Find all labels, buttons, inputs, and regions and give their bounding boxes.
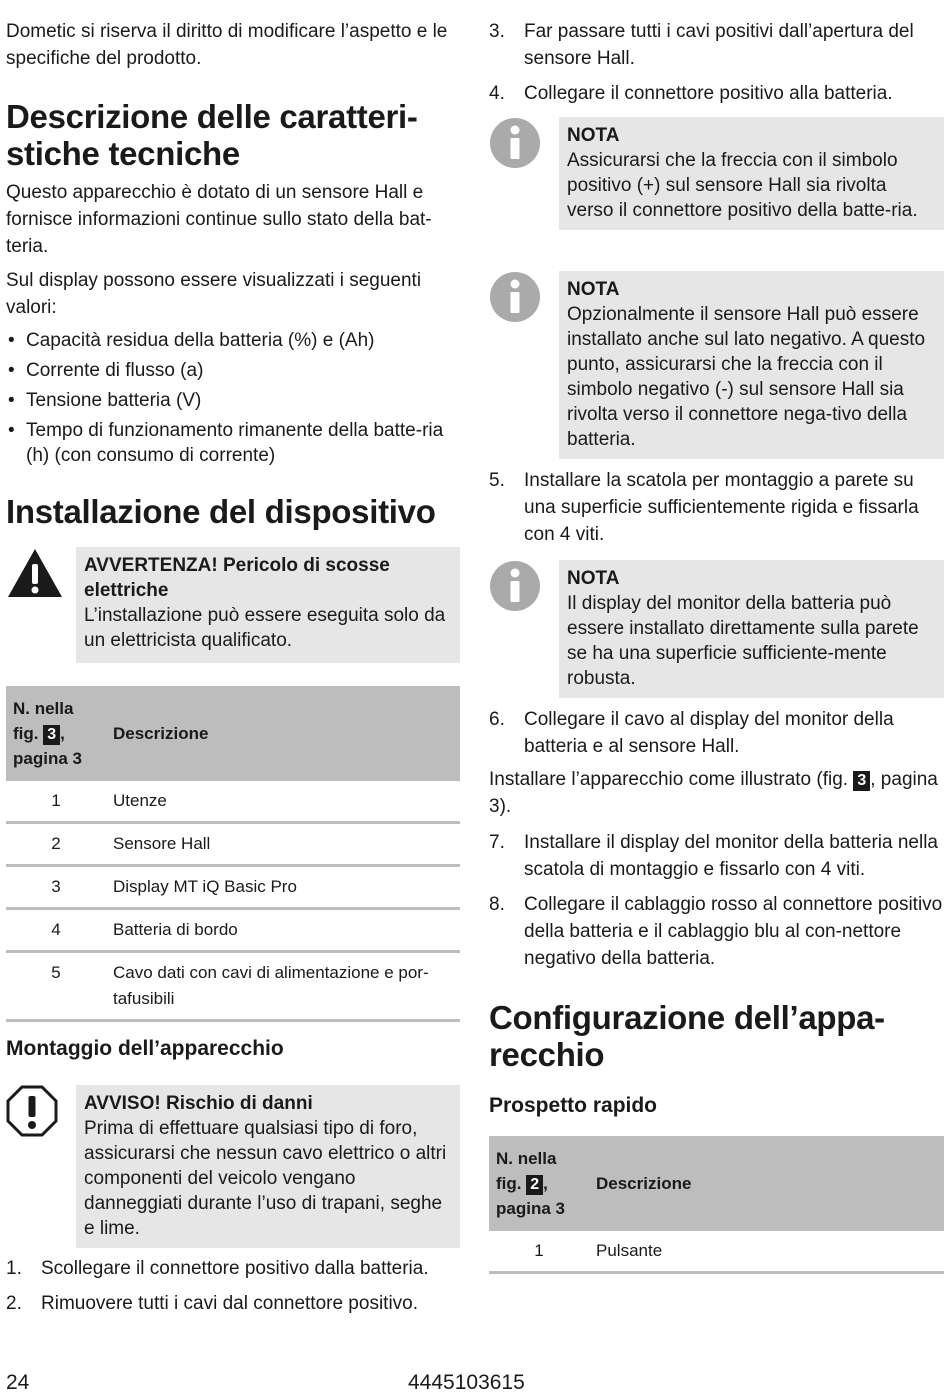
column-header-number: N. nella fig. 3 , pagina 3 [6,686,106,781]
table-row [489,1231,944,1273]
note-content [559,560,944,698]
list-item [489,80,945,107]
list-item [489,467,945,548]
row-number: 2 [6,823,106,866]
quick-overview-table [489,1136,944,1274]
row-number: 5 [6,952,106,1021]
quick-table-wrap [489,1136,944,1274]
table-row [6,952,460,1021]
step-text: Collegare il connettore positivo alla batteria. [524,83,893,104]
note-title: NOTA [567,279,620,300]
table-row [6,866,460,909]
note-box-1 [489,117,944,230]
note-text: Il display del monitor della batteria può essere installato direttamente sulla parete se ha una superficie sufficiente-mente robusta. [567,593,919,689]
description-paragraph: Questo apparecchio è dotato di un sensore Hall e fornisce informazioni continue sullo stato della bat-teria. [6,182,432,257]
step-text: Installare la scatola per montaggio a parete su una superficie sufficientemente rigida e fissarla con 4 viti. [524,470,919,545]
warning-triangle-icon [6,547,76,663]
install-text: Installare l’apparecchio come illustrato (fig. [489,769,849,790]
note-content [559,271,944,459]
list-item [489,891,945,972]
values-intro-paragraph: Sul display possono essere visualizzati i seguenti valori: [6,270,422,318]
row-number: 4 [6,909,106,952]
steps-list-step6 [489,706,945,760]
step-number: 1. [6,1258,22,1279]
list-item: • Capacità residua della batteria (%) e (Ah) [6,328,461,353]
warning-box [6,547,460,663]
figure-badge: 3 [853,771,870,791]
note-text: Opzionalmente il sensore Hall può essere installato anche sul lato negativo. A questo punto, assicurarsi che la freccia con il simbolo negativo (-) sul sensore Hall sia rivolta verso il connettore nega-tivo della batteria. [567,304,926,450]
warning-title: AVVERTENZA! Pericolo di scosse elettriche [84,555,390,601]
list-item [489,18,945,72]
header-text: N. nella [496,1149,557,1168]
row-description: Display MT iQ Basic Pro [106,866,460,909]
row-number: 1 [489,1231,589,1273]
step-number: 4. [489,83,505,104]
heading-description: Descrizione delle caratteri-stiche tecniche [6,98,418,172]
list-item: • Corrente di flusso (a) [6,358,461,383]
table-row [6,781,460,823]
step-text: Installare il display del monitor della batteria nella scatola di montaggio e fissarlo con 4 viti. [524,832,939,880]
step-number: 7. [489,832,505,853]
step-text: Collegare il cablaggio rosso al connettore positivo della batteria e il cablaggio blu al con-nettore negativo della batteria. [524,894,943,969]
notice-title: AVVISO! Rischio di danni [84,1093,313,1114]
note-content [559,117,944,230]
steps-list-step5 [489,467,945,548]
note-box-2 [489,271,944,459]
column-header-number: N. nella fig. 2 , pagina 3 [489,1136,589,1231]
intro-text: Dometic si riserva il diritto di modificare l’aspetto e le specifiche del prodotto. [6,21,448,69]
note-title: NOTA [567,568,620,589]
install-paragraph [489,766,945,820]
row-description: Cavo dati con cavi di alimentazione e por-tafusibili [106,952,460,1021]
step-number: 3. [489,21,505,42]
info-circle-icon [489,560,559,698]
column-header-description: Descrizione [589,1136,944,1231]
table-row [6,823,460,866]
step-number: 6. [489,709,505,730]
step-text: Far passare tutti i cavi positivi dall’apertura del sensore Hall. [524,21,914,69]
header-text: fig. [496,1174,522,1193]
list-item [489,706,945,760]
heading-mounting: Montaggio dell’apparecchio [6,1037,284,1060]
warning-content [76,547,460,663]
components-table-wrap [6,686,460,1022]
list-item: • Tensione batteria (V) [6,388,461,413]
step-number: 5. [489,470,505,491]
header-text: pagina 3 [13,749,82,768]
components-table [6,686,460,1022]
document-code: 4445103615 [408,1371,525,1394]
row-description: Pulsante [589,1231,944,1273]
row-description: Sensore Hall [106,823,460,866]
notice-text: Prima di effettuare qualsiasi tipo di foro, assicurarsi che nessun cavo elettrico o altri componenti del veicolo vengano danneggiati durante l’uso di trapani, seghe e lime. [84,1118,447,1239]
notice-content [76,1085,460,1248]
heading-installation: Installazione del dispositivo [6,493,436,530]
heading-quick-overview: Prospetto rapido [489,1094,658,1117]
note-title: NOTA [567,125,620,146]
list-item [489,829,945,883]
note-text: Assicurarsi che la freccia con il simbolo positivo (+) sul sensore Hall sia rivolta verso il connettore positivo della batte-ria. [567,150,918,221]
figure-badge: 3 [43,725,60,745]
page-number: 24 [6,1371,30,1394]
list-item: • Tempo di funzionamento rimanente della batte-ria (h) (con consumo di corrente) [6,418,461,468]
exclamation-octagon-icon [6,1085,76,1248]
install-text: , pagina 3). [489,769,938,817]
values-list [6,328,461,473]
step-text: Scollegare il connettore positivo dalla batteria. [41,1258,429,1279]
step-number: 8. [489,894,505,915]
heading-configuration: Configurazione dell’appa-recchio [489,999,885,1073]
steps-list-b [489,829,945,972]
step-number: 2. [6,1293,22,1314]
figure-badge: 2 [526,1175,543,1195]
table-row [6,909,460,952]
row-number: 1 [6,781,106,823]
note-box-3 [489,560,944,698]
info-circle-icon [489,117,559,230]
row-description: Utenze [106,781,460,823]
steps-list-a [489,18,945,107]
header-text: N. nella [13,699,74,718]
info-circle-icon [489,271,559,459]
list-item [6,1290,466,1317]
list-item [6,1255,466,1282]
warning-text: L’installazione può essere eseguita solo da un elettricista qualificato. [84,605,446,651]
notice-box [6,1085,460,1248]
steps-list-left [6,1255,466,1317]
header-text: fig. [13,724,39,743]
column-header-description: Descrizione [106,686,460,781]
row-description: Batteria di bordo [106,909,460,952]
step-text: Rimuovere tutti i cavi dal connettore positivo. [41,1293,419,1314]
row-number: 3 [6,866,106,909]
header-text: pagina 3 [496,1199,565,1218]
step-text: Collegare il cavo al display del monitor della batteria e al sensore Hall. [524,709,894,757]
